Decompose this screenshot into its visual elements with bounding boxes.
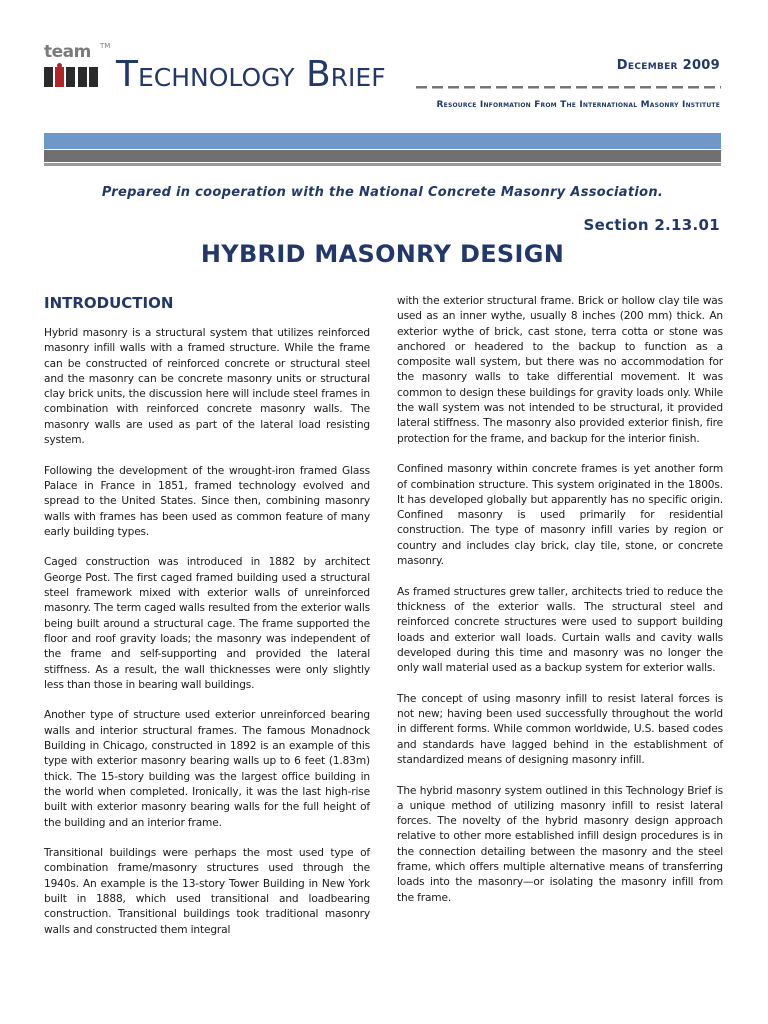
resource-subtitle: Resource Information From The International Masonry Institute (436, 100, 720, 110)
body-paragraph: Caged construction was introduced in 1882 by architect George Post. The first caged framed building used a structural steel framework mixed with exterior walls of unreinforced masonry. The term caged walls resulted from the exterior walls being built around a structural cage. The frame supported the floor and roof gravity loads; the masonry was independent of the frame and self-supporting and provided the lateral stiffness. As a result, the wall thicknesses were only slightly less than those in bearing wall buildings. (44, 556, 370, 691)
header-band-gray (44, 150, 721, 162)
left-column (44, 294, 370, 953)
body-paragraph: The hybrid masonry system outlined in this Technology Brief is a unique method of utilizing masonry infill to resist lateral forces. The novelty of the hybrid masonry design approach relative to other more established infill design procedures is in the connection detailing between the masonry and the steel frame, which offers multiple alternative means of transferring loads into the masonry—or isolating the masonry infill from the frame. (397, 784, 723, 904)
team-logo-icon (44, 63, 100, 87)
publication-title: Technology Brief (116, 54, 386, 95)
document-title: HYBRID MASONRY DESIGN (200, 240, 565, 268)
body-paragraph: Confined masonry within concrete frames is yet another form of combination structure. This system originated in the 1800s. It has developed globally but apparently has no specific origin. Confined masonry is used primarily for residential construction. The type of masonry infill varies by region or country and includes clay brick, clay tile, stone, or concrete masonry. (397, 463, 723, 568)
body-paragraph: The concept of using masonry infill to resist lateral forces is not new; having been used successfully throughout the world in different forms. While common worldwide, U.S. based codes and standards have lagged behind in the establishment of standardized means of designing masonry infill. (397, 692, 723, 766)
header-band-blue (44, 133, 721, 149)
issue-date: December 2009 (616, 58, 720, 73)
logo-wordmark: team (44, 42, 91, 62)
introduction-heading: INTRODUCTION (44, 294, 174, 312)
dashed-rule (416, 83, 721, 91)
body-paragraph: Transitional buildings were perhaps the most used type of combination frame/masonry structures used through the 1940s. An example is the 13-story Tower Building in New York built in 1888, which used transitional and loadbearing construction. Transitional buildings took traditional masonry walls and constructed them integral (44, 847, 370, 936)
right-column (397, 294, 723, 921)
body-paragraph: with the exterior structural frame. Brick or hollow clay tile was used as an inner wythe, usually 8 inches (200 mm) thick. An exterior wythe of brick, cast stone, terra cotta or stone was anchored or headered to the backup to function as a composite wall system, but there was no accommodation for the masonry walls to take differential movement. It was common to design these buildings for gravity loads only. While the wall system was not intended to be structural, it provided lateral stiffness. The masonry also provided exterior finish, fire protection for the frame, and backup for the interior finish. (397, 295, 723, 445)
body-paragraph: Following the development of the wrought-iron framed Glass Palace in France in 1851, framed technology evolved and spread to the United States. Since then, combining masonry walls with frames has been used as common feature of many early building types. (44, 464, 370, 538)
logo-trademark: TM (100, 42, 111, 50)
header-band-gray-thin (44, 163, 721, 166)
section-number: Section 2.13.01 (583, 216, 720, 234)
prepared-note: Prepared in cooperation with the National Concrete Masonry Association. (101, 185, 664, 200)
body-paragraph: Another type of structure used exterior unreinforced bearing walls and interior structural frames. The famous Monadnock Building in Chicago, constructed in 1892 is an example of this type with exterior masonry bearing walls up to 6 feet (1.83m) thick. The 15-story building was the largest office building in the world when completed. Ironically, it was the last high-rise built with exterior masonry bearing walls for the full height of the building and an interior frame. (44, 709, 370, 829)
body-paragraph: As framed structures grew taller, architects tried to reduce the thickness of the exterior walls. The structural steel and reinforced concrete structures were used to support building loads and exterior wall loads. Curtain walls and cavity walls developed during this time and masonry was no longer the only wall material used as a backup system for exterior walls. (397, 585, 723, 675)
body-paragraph: Hybrid masonry is a structural system that utilizes reinforced masonry infill walls with a framed structure. While the frame can be constructed of reinforced concrete or structural steel and the masonry can be concrete masonry units or structural clay brick units, the discussion here will include steel frames in combination with reinforced concrete masonry walls. The masonry walls are used as part of the lateral load resisting system. (44, 327, 370, 447)
